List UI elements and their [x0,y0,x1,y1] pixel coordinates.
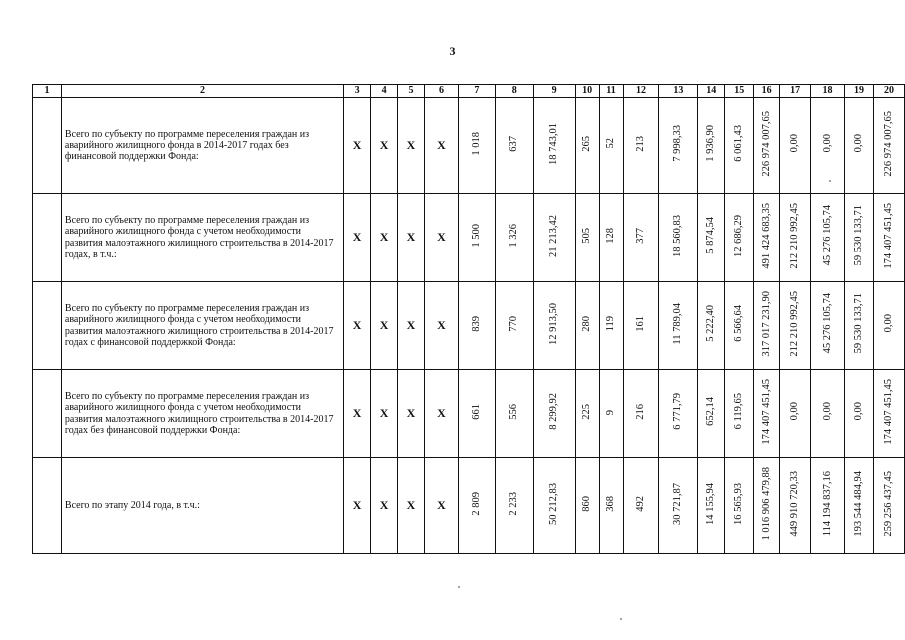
cross-mark: X [352,317,362,332]
value-cell-col-3 [344,282,371,370]
cell-value: 14 155,94 [705,482,717,525]
value-cell-col-4 [371,194,398,282]
value-cell-col-14 [698,98,725,194]
cross-mark: X [437,497,446,512]
value-cell-col-7 [458,194,495,282]
cell-value: 18 560,83 [672,214,684,257]
cell-value: 9 [605,410,617,416]
cell-value: 12 686,29 [733,214,745,257]
value-cell-col-15 [725,98,754,194]
cell-value: 652,14 [705,397,717,427]
cell-value: 1 936,90 [705,125,717,162]
value-cell-col-18 [811,98,845,194]
cell-value: 449 910 720,33 [789,470,801,537]
value-cell-col-7 [458,282,495,370]
column-header: 5 [398,85,425,98]
cross-mark: X [406,137,416,152]
column-header: 1 [33,85,62,98]
row-number-cell [33,370,62,458]
value-cell-col-20 [873,194,904,282]
value-cell-col-9 [533,282,575,370]
value-cell-col-20 [873,98,904,194]
cell-value: 16 565,93 [733,482,745,525]
column-header: 20 [873,85,904,98]
column-header: 15 [725,85,754,98]
table-row [33,282,905,370]
column-header: 10 [575,85,599,98]
cell-value: 174 407 451,45 [883,202,895,269]
row-description: Всего по субъекту по программе переселения граждан из аварийного жилищного фонда с учетом необходимости развития малоэтажного жилищного строительства в 2014-2017 годах без финансовой поддержки Фонда: [61,370,343,458]
cell-value: 174 407 451,45 [760,378,772,445]
cross-mark: X [406,317,416,332]
cell-value: 59 530 133,71 [853,205,865,266]
value-cell-col-4 [371,458,398,554]
value-cell-col-17 [780,194,811,282]
value-cell-col-10 [575,458,599,554]
value-cell-col-13 [659,458,698,554]
value-cell-col-5 [398,370,425,458]
cell-value: 860 [581,495,593,512]
value-cell-col-10 [575,370,599,458]
value-cell-col-17 [780,458,811,554]
value-cell-col-5 [398,194,425,282]
cell-value: 50 212,83 [548,482,560,525]
table-row [33,370,905,458]
cell-value: 5 874,54 [705,217,717,254]
cell-value: 21 213,42 [548,214,560,257]
value-cell-col-4 [371,370,398,458]
cell-value: 59 530 133,71 [853,293,865,354]
cell-value: 12 913,50 [548,302,560,345]
value-cell-col-18 [811,194,845,282]
cell-value: 839 [470,315,482,332]
cell-value: 161 [635,315,647,332]
value-cell-col-8 [495,194,533,282]
value-cell-col-8 [495,458,533,554]
cell-value: 492 [635,495,647,512]
value-cell-col-17 [780,370,811,458]
value-cell-col-3 [344,194,371,282]
value-cell-col-13 [659,98,698,194]
cell-value: 1 018 [470,131,482,156]
cell-value: 368 [605,495,617,512]
value-cell-col-18 [811,370,845,458]
column-header: 12 [623,85,659,98]
cell-value: 265 [581,135,593,152]
value-cell-col-9 [533,194,575,282]
value-cell-col-3 [344,458,371,554]
value-cell-col-11 [599,282,623,370]
value-cell-col-6 [424,458,458,554]
value-cell-col-14 [698,194,725,282]
column-header: 11 [599,85,623,98]
value-cell-col-14 [698,282,725,370]
value-cell-col-17 [780,98,811,194]
value-cell-col-20 [873,282,904,370]
cell-value: 0,00 [853,134,865,153]
cross-mark: X [406,405,416,420]
value-cell-col-16 [754,282,780,370]
cell-value: 0,00 [789,402,801,421]
table-row [33,98,905,194]
row-description: Всего по субъекту по программе переселения граждан из аварийного жилищного фонда с учетом необходимости развития малоэтажного жилищного строительства в 2014-2017 годах с финансовой поддержкой Фонда: [61,282,343,370]
cell-value: 1 500 [470,223,482,248]
cross-mark: X [352,405,362,420]
value-cell-col-5 [398,458,425,554]
value-cell-col-4 [371,282,398,370]
value-cell-col-9 [533,370,575,458]
value-cell-col-20 [873,370,904,458]
column-header: 13 [659,85,698,98]
value-cell-col-3 [344,98,371,194]
row-description: Всего по этапу 2014 года, в т.ч.: [61,458,343,554]
cell-value: 770 [508,315,520,332]
cross-mark: X [406,497,416,512]
cell-value: 226 974 007,65 [760,110,772,177]
column-header: 2 [61,85,343,98]
cell-value: 6 566,64 [733,305,745,342]
column-header: 18 [811,85,845,98]
cell-value: 5 222,40 [705,305,717,342]
cell-value: 216 [635,403,647,420]
column-header: 9 [533,85,575,98]
cell-value: 317 017 231,90 [760,290,772,357]
cross-mark: X [406,229,416,244]
cell-value: 6 771,79 [672,393,684,430]
value-cell-col-10 [575,282,599,370]
scan-speck [620,618,622,620]
value-cell-col-13 [659,370,698,458]
cell-value: 661 [470,403,482,420]
cell-value: 226 974 007,65 [883,110,895,177]
cell-value: 114 194 837,16 [821,471,833,537]
cell-value: 193 544 484,94 [853,470,865,537]
value-cell-col-6 [424,194,458,282]
cell-value: 1 016 906 479,88 [760,466,772,541]
value-cell-col-19 [844,458,873,554]
cross-mark: X [437,317,446,332]
value-cell-col-11 [599,370,623,458]
value-cell-col-11 [599,98,623,194]
data-table [32,84,905,554]
column-header: 6 [424,85,458,98]
row-number-cell [33,458,62,554]
cell-value: 30 721,87 [672,482,684,525]
value-cell-col-19 [844,370,873,458]
cross-mark: X [379,229,389,244]
column-header: 4 [371,85,398,98]
column-header: 7 [458,85,495,98]
cell-value: 18 743,01 [548,122,560,165]
cell-value: 259 256 437,45 [883,470,895,537]
value-cell-col-10 [575,194,599,282]
cell-value: 7 998,33 [672,125,684,162]
cell-value: 45 276 105,74 [821,205,833,266]
value-cell-col-15 [725,194,754,282]
value-cell-col-3 [344,370,371,458]
cell-value: 45 276 105,74 [821,293,833,354]
value-cell-col-7 [458,458,495,554]
cross-mark: X [379,137,389,152]
cross-mark: X [379,497,389,512]
value-cell-col-16 [754,98,780,194]
cross-mark: X [379,405,389,420]
cell-value: 212 210 992,45 [789,202,801,269]
value-cell-col-6 [424,98,458,194]
cell-value: 225 [581,403,593,420]
column-header: 14 [698,85,725,98]
value-cell-col-20 [873,458,904,554]
cross-mark: X [379,317,389,332]
column-header: 3 [344,85,371,98]
value-cell-col-11 [599,194,623,282]
value-cell-col-19 [844,98,873,194]
cell-value: 0,00 [789,134,801,153]
scan-speck [458,586,460,588]
value-cell-col-7 [458,370,495,458]
cell-value: 505 [581,227,593,244]
cell-value: 8 299,92 [548,393,560,430]
value-cell-col-8 [495,282,533,370]
value-cell-col-9 [533,458,575,554]
cross-mark: X [437,405,446,420]
value-cell-col-14 [698,370,725,458]
value-cell-col-10 [575,98,599,194]
value-cell-col-17 [780,282,811,370]
value-cell-col-13 [659,282,698,370]
cell-value: 174 407 451,45 [883,378,895,445]
value-cell-col-18 [811,458,845,554]
cell-value: 0,00 [853,402,865,421]
value-cell-col-12 [623,282,659,370]
value-cell-col-15 [725,458,754,554]
value-cell-col-9 [533,98,575,194]
cell-value: 2 233 [508,491,520,516]
cell-value: 52 [605,138,617,149]
row-number-cell [33,98,62,194]
value-cell-col-16 [754,458,780,554]
value-cell-col-5 [398,98,425,194]
cell-value: 556 [508,403,520,420]
value-cell-col-16 [754,370,780,458]
value-cell-col-15 [725,282,754,370]
cell-value: 213 [635,135,647,152]
page-number: 3 [449,44,456,58]
cell-value: 491 424 683,35 [760,202,772,269]
value-cell-col-6 [424,370,458,458]
value-cell-col-4 [371,98,398,194]
value-cell-col-19 [844,194,873,282]
value-cell-col-6 [424,282,458,370]
column-header: 8 [495,85,533,98]
value-cell-col-8 [495,98,533,194]
cell-value: 11 789,04 [672,302,684,345]
value-cell-col-16 [754,194,780,282]
value-cell-col-12 [623,370,659,458]
cell-value: 1 326 [508,223,520,248]
column-header: 16 [754,85,780,98]
column-header: 19 [844,85,873,98]
value-cell-col-19 [844,282,873,370]
row-description: Всего по субъекту по программе переселения граждан из аварийного жилищного фонда в 2014-2017 годах без финансовой поддержки Фонда: [61,98,343,194]
cell-value: 6 119,65 [733,393,745,430]
value-cell-col-12 [623,194,659,282]
row-number-cell [33,194,62,282]
header-row [33,85,905,98]
value-cell-col-12 [623,458,659,554]
value-cell-col-14 [698,458,725,554]
cell-value: 212 210 992,45 [789,290,801,357]
value-cell-col-7 [458,98,495,194]
scan-speck [829,180,831,182]
cell-value: 0,00 [821,402,833,421]
cross-mark: X [352,229,362,244]
cross-mark: X [437,229,446,244]
cell-value: 0,00 [883,314,895,333]
value-cell-col-11 [599,458,623,554]
row-description: Всего по субъекту по программе переселения граждан из аварийного жилищного фонда с учетом необходимости развития малоэтажного жилищного строительства в 2014-2017 годах, в т.ч.: [61,194,343,282]
cell-value: 280 [581,315,593,332]
value-cell-col-12 [623,98,659,194]
value-cell-col-8 [495,370,533,458]
row-number-cell [33,282,62,370]
cell-value: 377 [635,227,647,244]
cell-value: 0,00 [821,134,833,153]
cross-mark: X [437,137,446,152]
table-row [33,194,905,282]
cell-value: 6 061,43 [733,125,745,162]
column-header: 17 [780,85,811,98]
value-cell-col-15 [725,370,754,458]
cell-value: 128 [605,227,617,244]
cross-mark: X [352,137,362,152]
value-cell-col-5 [398,282,425,370]
cell-value: 119 [605,315,617,332]
value-cell-col-13 [659,194,698,282]
cross-mark: X [352,497,362,512]
cell-value: 2 809 [470,491,482,516]
value-cell-col-18 [811,282,845,370]
table-row [33,458,905,554]
cell-value: 637 [508,135,520,152]
